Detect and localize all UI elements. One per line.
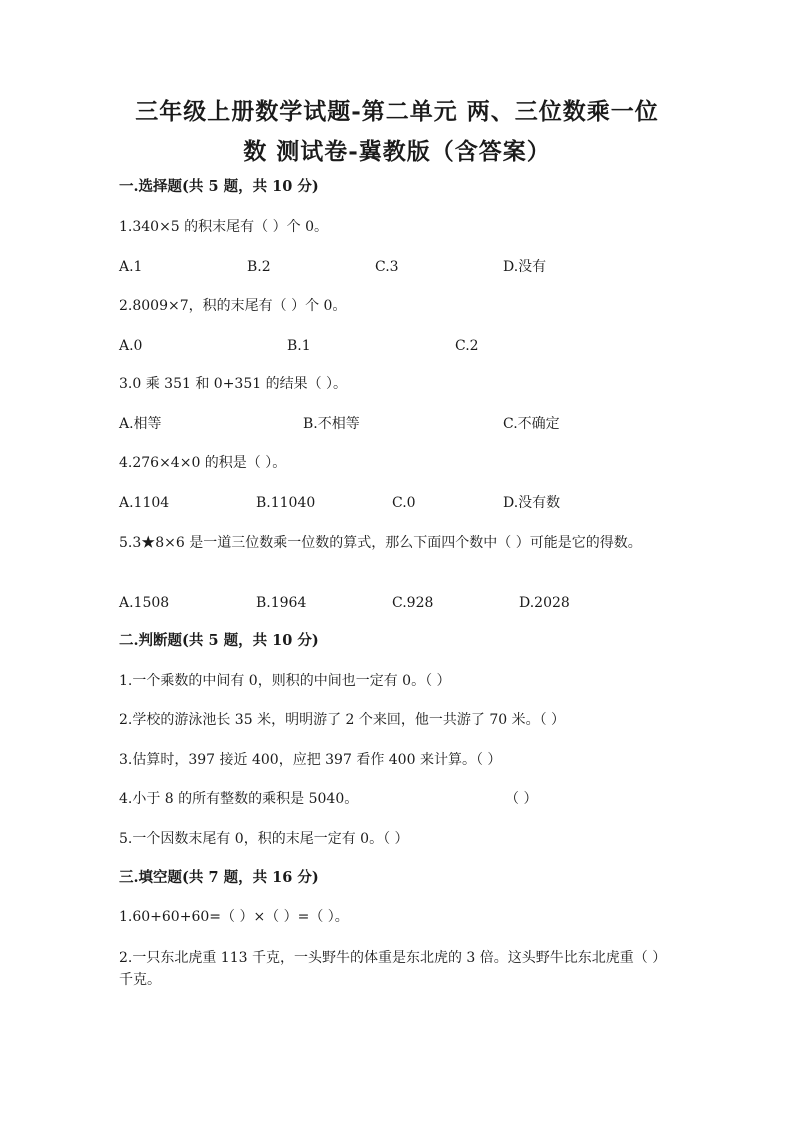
title-line-2: 数 测试卷-冀教版（含答案）	[243, 138, 551, 165]
question-judge-1: 1.一个乘数的中间有 0，则积的中间也一定有 0。（ ）	[119, 673, 451, 689]
title-line-1: 三年级上册数学试题-第二单元 两、三位数乘一位	[135, 98, 659, 125]
section-heading-fill: 三.填空题(共 7 题，共 16 分)	[119, 869, 319, 886]
option-2a: A.0	[119, 338, 143, 354]
question-judge-3: 3.估算时，397 接近 400，应把 397 看作 400 来计算。（ ）	[119, 752, 502, 768]
question-choice-1: 1.340×5 的积末尾有（ ）个 0。	[119, 219, 328, 235]
question-judge-5: 5.一个因数末尾有 0，积的末尾一定有 0。（ ）	[119, 831, 409, 847]
question-choice-2: 2.8009×7，积的末尾有（ ）个 0。	[119, 298, 347, 314]
question-choice-5: 5.3★8×6 是一道三位数乘一位数的算式，那么下面四个数中（ ）可能是它的得数。	[119, 535, 642, 551]
option-5b: B.1964	[256, 595, 307, 611]
option-4b: B.11040	[256, 495, 316, 511]
question-fill-1: 1.60+60+60=（ ）×（ ）=（ ）。	[119, 909, 349, 925]
option-5c: C.928	[392, 595, 434, 611]
option-1b: B.2	[247, 259, 271, 275]
question-judge-2: 2.学校的游泳池长 35 米，明明游了 2 个来回，他一共游了 70 米。（ ）	[119, 712, 566, 728]
option-3b: B.不相等	[303, 416, 360, 432]
section-heading-choice: 一.选择题(共 5 题，共 10 分)	[119, 178, 319, 195]
option-3a: A.相等	[119, 416, 162, 432]
option-2b: B.1	[287, 338, 311, 354]
option-1c: C.3	[375, 259, 399, 275]
option-5a: A.1508	[119, 595, 170, 611]
section-heading-judge: 二.判断题(共 5 题，共 10 分)	[119, 632, 319, 649]
option-4c: C.0	[392, 495, 416, 511]
option-5d: D.2028	[519, 595, 570, 611]
option-1d: D.没有	[503, 259, 547, 275]
answer-paren-judge-4: （ ）	[505, 791, 538, 807]
option-3c: C.不确定	[503, 416, 560, 432]
option-1a: A.1	[119, 259, 143, 275]
page-title	[100, 92, 694, 172]
question-choice-3: 3.0 乘 351 和 0+351 的结果（ ）。	[119, 376, 348, 392]
question-choice-4: 4.276×4×0 的积是（ ）。	[119, 455, 287, 471]
question-judge-4: 4.小于 8 的所有整数的乘积是 5040。	[119, 791, 359, 807]
option-2c: C.2	[455, 338, 479, 354]
option-4a: A.1104	[119, 495, 170, 511]
question-fill-2: 2.一只东北虎重 113 千克，一头野牛的体重是东北虎的 3 倍。这头野牛比东北虎重（ ）千克。	[119, 950, 667, 988]
option-4d: D.没有数	[503, 495, 561, 511]
